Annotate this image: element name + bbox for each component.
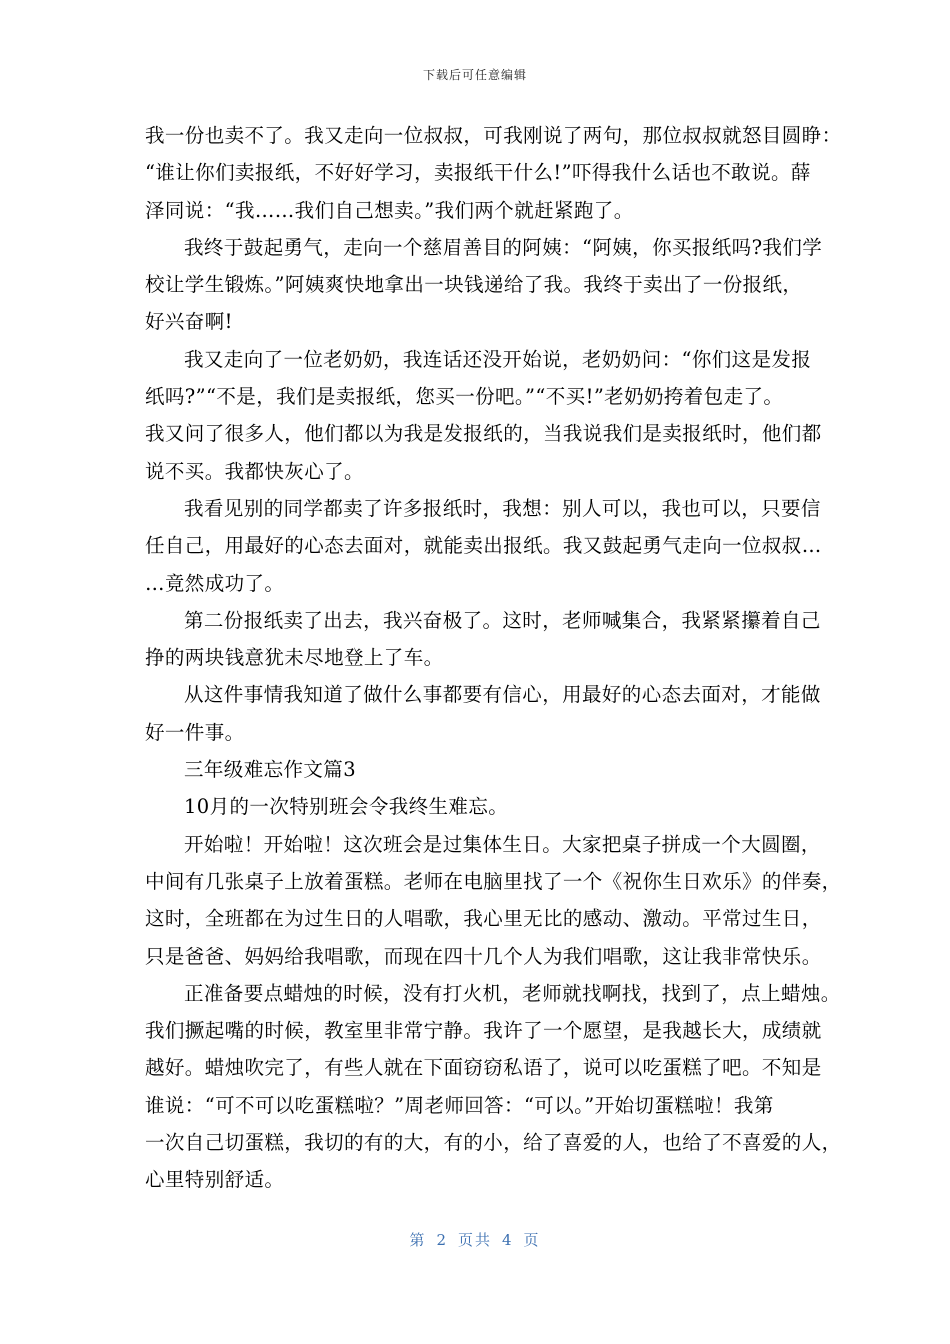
footer-suffix: 页 [523, 1231, 541, 1249]
document-body [145, 117, 842, 1199]
footer-total-pages: 4 [502, 1231, 514, 1249]
footer-middle: 页共 [457, 1231, 492, 1249]
text-line: 我看见别的同学都卖了许多报纸时，我想：别人可以，我也可以，只要信 [184, 496, 821, 520]
text-line: 我一份也卖不了。我又走向一位叔叔，可我刚说了两句，那位叔叔就怒目圆睁： [145, 124, 842, 147]
text-line: 校让学生锻炼。”阿姨爽快地拿出一块钱递给了我。我终于卖出了一份报纸， [145, 273, 803, 297]
text-line: 我又问了很多人，他们都以为我是发报纸的，当我说我们是卖报纸时，他们都 [145, 422, 822, 446]
page-header: 下载后可任意编辑 [422, 68, 527, 82]
text-line: 我们撅起嘴的时候，教室里非常宁静。我许了一个愿望，是我越长大，成绩就 [145, 1019, 822, 1043]
text-line: 纸吗?”“不是，我们是卖报纸，您买一份吧。”“不买!”老奶奶挎着包走了。 [145, 385, 784, 409]
text-line: 任自己，用最好的心态去面对，就能卖出报纸。我又鼓起勇气走向一位叔叔… [145, 534, 822, 558]
text-line: “谁让你们卖报纸，不好好学习，卖报纸干什么!”吓得我什么话也不敢说。薛 [145, 161, 811, 185]
text-line: 中间有几张桌子上放着蛋糕。老师在电脑里找了一个《祝你生日欢乐》的伴奏， [145, 869, 842, 893]
text-line: 一次自己切蛋糕，我切的有的大，有的小，给了喜爱的人，也给了不喜爱的人， [145, 1131, 842, 1155]
text-line: 谁说：“可不可以吃蛋糕啦？”周老师回答：“可以。”开始切蛋糕啦！我第 [145, 1093, 774, 1117]
text-line: 说不买。我都快灰心了。 [145, 459, 364, 483]
text-line: 心里特别舒适。 [145, 1168, 285, 1192]
text-line: 第二份报纸卖了出去，我兴奋极了。这时，老师喊集合，我紧紧攥着自己 [184, 608, 821, 632]
text-line: 好一件事。 [145, 720, 245, 744]
text-line: 从这件事情我知道了做什么事都要有信心，用最好的心态去面对，才能做 [184, 683, 821, 707]
text-line: 挣的两块钱意犹未尽地登上了车。 [145, 646, 444, 670]
text-line: 越好。蜡烛吹完了，有些人就在下面窃窃私语了，说可以吃蛋糕了吧。不知是 [145, 1056, 822, 1080]
text-line: 我终于鼓起勇气，走向一个慈眉善目的阿姨：“阿姨，你买报纸吗?我们学 [184, 235, 823, 259]
footer-prefix: 第 [409, 1231, 427, 1249]
text-line: 我又走向了一位老奶奶，我连话还没开始说，老奶奶问：“你们这是发报 [184, 347, 812, 371]
page-footer [0, 1229, 950, 1250]
text-line: 只是爸爸、妈妈给我唱歌，而现在四十几个人为我们唱歌，这让我非常快乐。 [145, 944, 822, 968]
text-line: 这时，全班都在为过生日的人唱歌，我心里无比的感动、激动。平常过生日， [145, 907, 822, 931]
text-line: 泽同说：“我……我们自己想卖。”我们两个就赶紧跑了。 [145, 198, 634, 222]
text-line: 三年级难忘作文篇3 [184, 758, 357, 782]
text-line: 10月的一次特别班会令我终生难忘。 [184, 795, 509, 819]
text-line: 好兴奋啊! [145, 310, 233, 334]
footer-page-number: 2 [436, 1231, 448, 1249]
text-line: …竟然成功了。 [145, 571, 285, 595]
text-line: 正准备要点蜡烛的时候，没有打火机，老师就找啊找，找到了，点上蜡烛。 [184, 981, 841, 1005]
text-line: 开始啦！开始啦！这次班会是过集体生日。大家把桌子拼成一个大圆圈， [184, 832, 821, 856]
